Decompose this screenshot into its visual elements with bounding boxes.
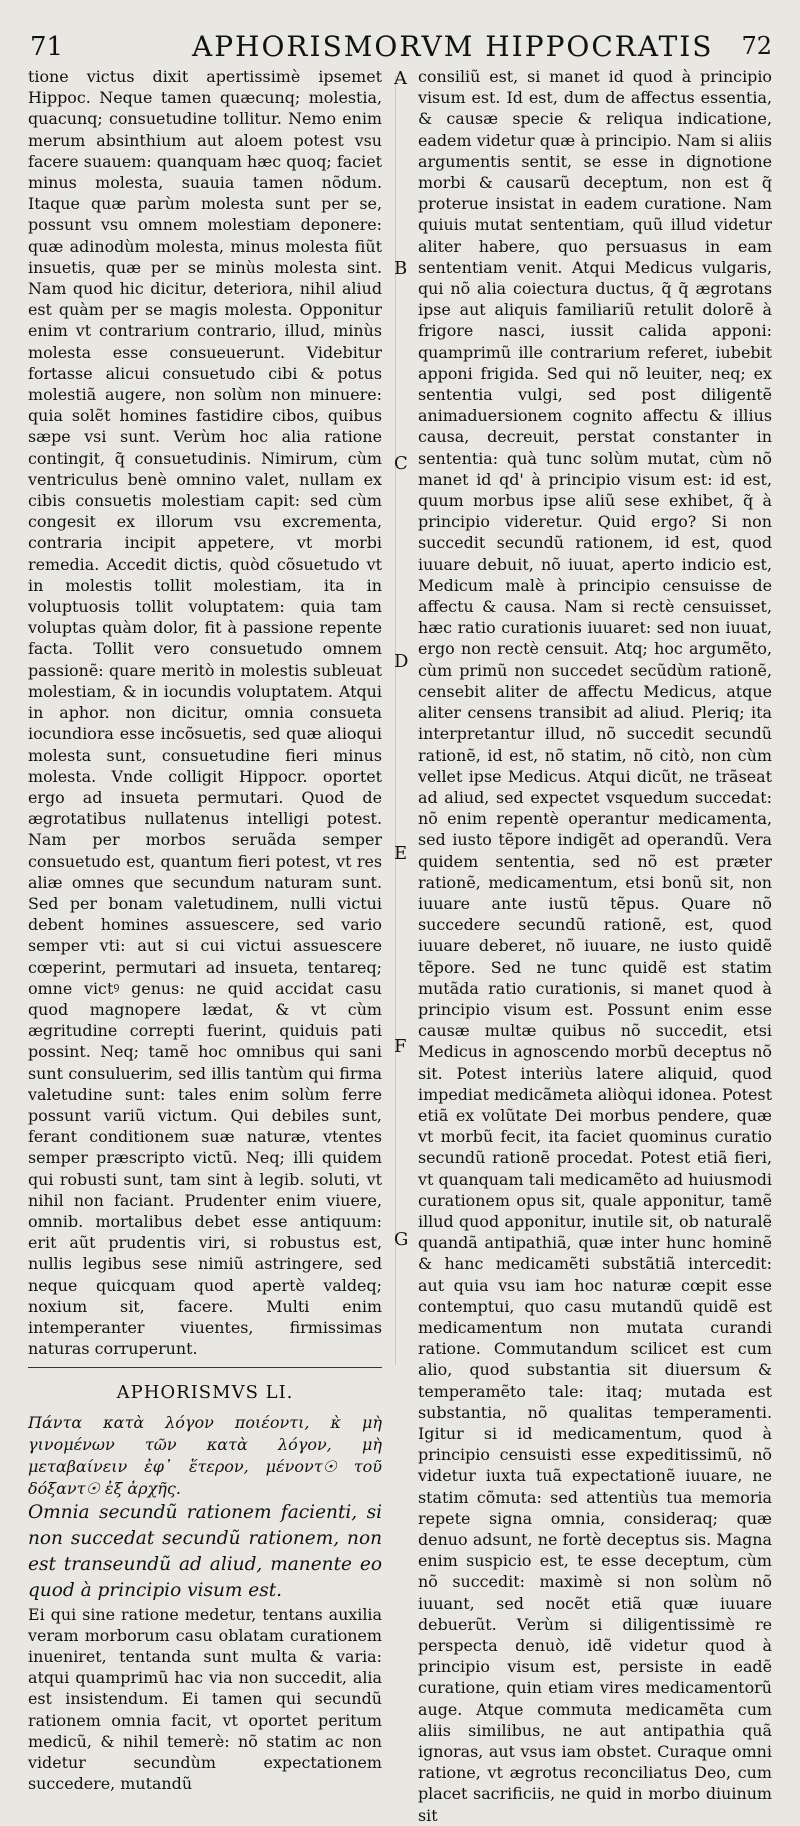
margin-letter-f: F <box>394 1036 407 1057</box>
commentary-paragraph-2: Ei qui sine ratione medetur, tentans auxilia veram morborum casu oblatam curationem inueniret, tentanda sunt multa & varia: atqui quamprimũ hac via non succedit, alia est insistendum. Ei tamen qui secundũ rationem omnia facit, vt oportet peritum medicũ, & nihil temerè: nõ statim ac non videtur secundùm expectationem succedere, mutandũ <box>28 1604 382 1794</box>
running-header <box>22 30 772 64</box>
running-title: APHORISMORVM HIPPOCRATIS <box>192 30 714 63</box>
commentary-paragraph-right: consiliũ est, si manet id quod à principio visum est. Id est, dum de affectus essentia, & causæ specie & reliqua indicatione, eadem videtur quæ à principio. Nam si aliis argumentis sentit, se esse in dignotione morbi & causarũ deceptum, non est q̃ proterue insistat in eadem curatione. Nam quiuis mutat sententiam, quũ illud videtur aliter habere, quo persuasus in eam sententiam venit. Atqui Medicus vulgaris, qui nõ alia coiectura ductus, q̃ q̃ ægrotans ipse aut aliquis familiariũ retulit dolorẽ à frigore nasci, iussit calida apponi: quamprimũ ille contrarium referet, iubebit apponi frigida. Sed qui nõ leuiter, neq; ex sententia vulgi, sed post diligentẽ animaduersionem cognito affectu & illius causa, decreuit, perstat constanter in sententia: quà tunc solùm mutat, cùm nõ manet id qd' à principio visum est: id est, quum morbus ipse aliũ sese exhibet, q̃ à principio videretur. Quid ergo? Si non succedit secundũ rationem, id est, quod iuuare debuit, nõ iuuat, aperto indicio est, Medicum malè à principio censuisse de affectu & causa. Nam si rectè censuisset, hæc ratio curationis iuuaret: sed non iuuat, ergo non rectè censuit. Atq; hoc argumẽto, cùm primũ non succedet secũdùm rationẽ, censebit aliter de affectu Medicus, atque aliter censens transibit ad aliud. Pleriq; ita interpretantur illud, nõ succedit secundũ rationẽ, id est, nõ statim, nõ citò, non cùm vellet ipse Medicus. Atqui dicũt, ne trãseat ad aliud, sed expectet vsquedum succedat: nõ enim repentè operantur medicamenta, sed iusto tẽpore indigẽt ad operandũ. Vera quidem sententia, sed nõ est præter rationẽ, medicamentum, etsi bonũ sit, non iuuare ante iustũ tẽpus. Quare nõ succedere secundũ rationẽ, est, quod iuuare deberet, nõ iuuare, ne iusto quidẽ tẽpore. Sed ne tunc quidẽ est statim mutãda ratio curationis, si manet quod à principio visum est. Possunt enim esse causæ multæ quibus nõ succedit, etsi Medicus in agnoscendo morbũ deceptus nõ sit. Potest interiùs latere aliquid, quod impediat medicãmeta aliòqui idonea. Potest etiã ex volũtate Dei morbus pendere, quæ vt morbũ fecit, ita faciet quominus curatio secundũ rationẽ procedat. Potest etiã fieri, vt quanquam tali medicamẽto ad huiusmodi curationem opus sit, quale apponitur, tamẽ illud quod apponitur, inutile sit, ob naturalẽ quandã antipathiã, quæ inter hunc hominẽ & hanc medicamẽti substãtiã intercedit: aut quia vsu iam hoc naturæ cœpit esse contemptui, quo casu mutandũ quidẽ est medicamentum non mutata curandi ratione. Commutandum scilicet est cum alio, quod substantia sit diuersum & temperamẽto tale: itaq; mutada est substantia, nõ qualitas temperamenti. Igitur si id medicamentum, quod à principio censuisti esse expeditissimũ, nõ videtur iuxta tuã expectationẽ iuuare, ne statim cõmuta: sed attentiùs tua memoria repete signa omnia, consideraq; quæ denuo adsunt, ne fortè deceptus sis. Magna enim suspicio est, te esse deceptum, cùm nõ succedit: maximè si non solùm nõ iuuant, sed nocẽt etiã quæ iuuare debuerũt. Verùm si diligentissimè re perspecta denuò, idẽ videtur quod à principio visum est, persiste in eadẽ curatione, quin etiam vires medicamentorũ auge. Atque commuta medicamẽta cum aliis similibus, ne aut antipathia quã ignoras, aut vsus iam obstet. Curaque omni ratione, vt ægrotus reconciliatus Deo, cum placet sacrificiis, ne quid in morbo diuinum sit <box>418 67 772 1825</box>
margin-letter-c: C <box>394 453 408 474</box>
commentary-paragraph: tione victus dixit apertissimè ipsemet Hippoc. Neque tamen quæcunq; molestia, quacunq; consuetudine tollitur. Nemo enim merum absinthium aut aloem potest vsu facere suauem: quanquam hæc quoq; faciet minus molesta, suauia tamen nõdum. Itaque quæ parùm molesta sunt per se, possunt vsu omnem molestiam deponere: quæ adinodùm molesta, minus molesta fiũt insuetis, quæ per se minùs molesta sint. Nam quod hic dicitur, deteriora, nihil aliud est quàm per se magis molesta. Opponitur enim vt contrarium contrario, illud, minùs molesta esse consueuerunt. Videbitur fortasse alicui consuetudo cibi & potus molestiã augere, non solùm non minuere: quia solẽt homines fastidire cibos, quibus sæpe vsi sunt. Verùm hoc alia ratione contingit, q̃ consuetudinis. Nimirum, cùm ventriculus benè omnino valet, nullam ex cibis consuetis molestiam capit: sed cùm congesit ex illorum vsu excrementa, contraria incipit appetere, vt morbi remedia. Accedit dictis, quòd cõsuetudo vt in molestis tollit molestiam, ita in voluptuosis tollit voluptatem: quia tam voluptas quàm dolor, fit à passione repente facta. Tollit vero consuetudo omnem passionẽ: quare meritò in molestis subleuat molestiam, & in iocundis voluptatem. Atqui in aphor. non dicitur, omnia consueta iocundiora esse incõsuetis, sed quæ alioqui molesta sunt, consuetudine fieri minus molesta. Vnde colligit Hippocr. oportet ergo ad insueta permutari. Quod de ægrotatibus nullatenus intelligi potest. Nam per morbos seruãda semper consuetudo est, quantum fieri potest, vt res aliæ omnes que secundum naturam sunt. Sed per bonam valetudinem, nulli victui debent homines assuescere, sed vario semper vti: aut si cui victui assuescere cœperint, permutari ad insueta, tentareq; omne victꝰ genus: ne quid accidat casu quod magnopere lædat, & vt cùm ægritudine correpti fuerint, quiduis pati possint. Neq; tamẽ hoc omnibus qui sani sunt consuluerim, sed illis tantùm qui firma valetudine sunt: tales enim solùm ferre possunt variũ victum. Qui debiles sunt, ferant conditionem suæ naturæ, vtentes semper præscripto victũ. Neq; illi quidem qui robusti sunt, tam sint à legib. soluti, vt nihil non faciant. Prudenter enim viuere, omnib. mortalibus debet esse antiquum: erit aũt prudentis viri, si robustus est, nullis legibus sese nimiũ astringere, sed neque quicquam quod apertè valdeq; noxium sit, facere. Multi enim intemperanter viuentes, firmissimas naturas corruperunt. <box>28 67 382 1359</box>
greek-aphorism: Πάντα κατὰ λόγον ποιέοντι, κ̀ μὴ γινομένων τῶν κατὰ λόγον, μὴ μεταβαίνειν ἐφ᾽ ἕτερον, μένοντ☉ τοῦ δόξαντ☉ ἐξ ἀρχῆς. <box>28 1412 382 1498</box>
page-number-right: 72 <box>741 32 772 60</box>
section-rule <box>28 1367 382 1368</box>
margin-letter-d: D <box>394 651 409 672</box>
margin-letters <box>384 66 414 1371</box>
margin-letter-b: B <box>394 258 408 279</box>
latin-aphorism: Omnia secundũ rationem facienti, si non succedat secundũ rationem, non est transeundũ ad aliud, manente eo quod à principio visum est. <box>28 1501 382 1601</box>
page-number-left: 71 <box>30 32 64 62</box>
left-column <box>28 66 382 1794</box>
aphorism-title: APHORISMVS LI. <box>116 1382 294 1404</box>
margin-letter-g: G <box>394 1229 409 1250</box>
right-column <box>418 66 772 1825</box>
margin-letter-a: A <box>394 68 407 89</box>
margin-letter-e: E <box>394 843 408 864</box>
